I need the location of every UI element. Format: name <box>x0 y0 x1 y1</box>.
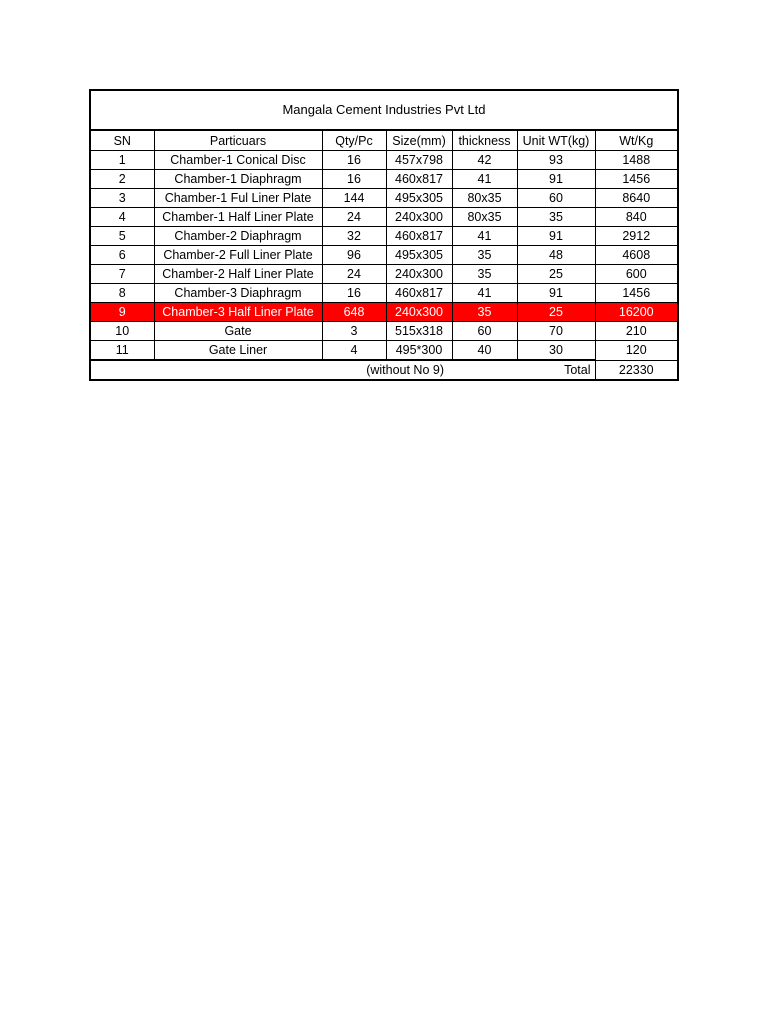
cell-sn: 8 <box>91 284 154 303</box>
cell-size: 240x300 <box>386 208 452 227</box>
footer-blank <box>91 360 154 379</box>
cell-size: 460x817 <box>386 284 452 303</box>
cell-qty: 32 <box>322 227 386 246</box>
table-row <box>91 284 677 303</box>
cell-qty: 24 <box>322 265 386 284</box>
cell-particulars: Chamber-1 Conical Disc <box>154 151 322 170</box>
cell-size: 495x305 <box>386 189 452 208</box>
total-label: Total <box>517 360 595 379</box>
cell-unit-wt: 93 <box>517 151 595 170</box>
cell-thickness: 41 <box>452 170 517 189</box>
cell-sn: 10 <box>91 322 154 341</box>
cell-unit-wt: 60 <box>517 189 595 208</box>
cell-thickness: 40 <box>452 341 517 361</box>
cell-wt: 1456 <box>595 284 677 303</box>
table-row <box>91 303 677 322</box>
cell-thickness: 41 <box>452 227 517 246</box>
cell-size: 460x817 <box>386 227 452 246</box>
column-header-size: Size(mm) <box>386 130 452 151</box>
cell-qty: 96 <box>322 246 386 265</box>
cell-size: 240x300 <box>386 303 452 322</box>
cell-wt: 840 <box>595 208 677 227</box>
cell-sn: 11 <box>91 341 154 361</box>
cell-wt: 16200 <box>595 303 677 322</box>
footer-row <box>91 360 677 379</box>
header-row <box>91 130 677 151</box>
table-row <box>91 208 677 227</box>
cell-qty: 16 <box>322 170 386 189</box>
cell-wt: 1488 <box>595 151 677 170</box>
cell-thickness: 42 <box>452 151 517 170</box>
cell-particulars: Chamber-1 Ful Liner Plate <box>154 189 322 208</box>
table-row <box>91 246 677 265</box>
cell-particulars: Chamber-2 Diaphragm <box>154 227 322 246</box>
cell-unit-wt: 30 <box>517 341 595 361</box>
cell-sn: 9 <box>91 303 154 322</box>
cell-thickness: 60 <box>452 322 517 341</box>
cell-unit-wt: 25 <box>517 303 595 322</box>
cell-thickness: 35 <box>452 265 517 284</box>
table-body <box>91 151 677 361</box>
cell-unit-wt: 91 <box>517 227 595 246</box>
cell-particulars: Chamber-3 Diaphragm <box>154 284 322 303</box>
cell-particulars: Gate Liner <box>154 341 322 361</box>
cell-sn: 5 <box>91 227 154 246</box>
cell-qty: 24 <box>322 208 386 227</box>
cell-qty: 648 <box>322 303 386 322</box>
cell-size: 495x305 <box>386 246 452 265</box>
table-row <box>91 227 677 246</box>
cell-size: 457x798 <box>386 151 452 170</box>
cell-qty: 16 <box>322 151 386 170</box>
cell-particulars: Chamber-3 Half Liner Plate <box>154 303 322 322</box>
cell-size: 460x817 <box>386 170 452 189</box>
column-header-unit-wt: Unit WT(kg) <box>517 130 595 151</box>
cell-qty: 4 <box>322 341 386 361</box>
cell-particulars: Gate <box>154 322 322 341</box>
table-title: Mangala Cement Industries Pvt Ltd <box>91 91 677 130</box>
cell-qty: 16 <box>322 284 386 303</box>
table-row <box>91 151 677 170</box>
table-row <box>91 189 677 208</box>
footer-blank <box>452 360 517 379</box>
table-row <box>91 341 677 361</box>
cell-wt: 8640 <box>595 189 677 208</box>
cell-wt: 2912 <box>595 227 677 246</box>
cell-thickness: 80x35 <box>452 208 517 227</box>
cell-unit-wt: 91 <box>517 284 595 303</box>
cell-size: 240x300 <box>386 265 452 284</box>
total-value: 22330 <box>595 360 677 379</box>
title-row <box>91 91 677 130</box>
cell-particulars: Chamber-1 Half Liner Plate <box>154 208 322 227</box>
table-row <box>91 170 677 189</box>
table-row <box>91 265 677 284</box>
column-header-sn: SN <box>91 130 154 151</box>
cell-wt: 210 <box>595 322 677 341</box>
cell-wt: 1456 <box>595 170 677 189</box>
cell-particulars: Chamber-1 Diaphragm <box>154 170 322 189</box>
cell-particulars: Chamber-2 Full Liner Plate <box>154 246 322 265</box>
cell-size: 515x318 <box>386 322 452 341</box>
column-header-qty: Qty/Pc <box>322 130 386 151</box>
cell-qty: 144 <box>322 189 386 208</box>
cell-sn: 6 <box>91 246 154 265</box>
material-table <box>91 91 677 379</box>
cell-thickness: 35 <box>452 246 517 265</box>
cell-sn: 2 <box>91 170 154 189</box>
column-header-thickness: thickness <box>452 130 517 151</box>
cell-wt: 600 <box>595 265 677 284</box>
column-header-wt: Wt/Kg <box>595 130 677 151</box>
cell-particulars: Chamber-2 Half Liner Plate <box>154 265 322 284</box>
cell-unit-wt: 35 <box>517 208 595 227</box>
cell-unit-wt: 70 <box>517 322 595 341</box>
cell-unit-wt: 91 <box>517 170 595 189</box>
cell-thickness: 41 <box>452 284 517 303</box>
cell-thickness: 35 <box>452 303 517 322</box>
cell-sn: 1 <box>91 151 154 170</box>
cell-sn: 3 <box>91 189 154 208</box>
spreadsheet-table <box>89 89 679 381</box>
cell-wt: 120 <box>595 341 677 361</box>
cell-qty: 3 <box>322 322 386 341</box>
cell-sn: 7 <box>91 265 154 284</box>
cell-wt: 4608 <box>595 246 677 265</box>
footer-note: (without No 9) <box>154 360 452 379</box>
cell-size: 495*300 <box>386 341 452 361</box>
column-header-particulars: Particuars <box>154 130 322 151</box>
table-row <box>91 322 677 341</box>
cell-unit-wt: 48 <box>517 246 595 265</box>
cell-unit-wt: 25 <box>517 265 595 284</box>
cell-thickness: 80x35 <box>452 189 517 208</box>
cell-sn: 4 <box>91 208 154 227</box>
